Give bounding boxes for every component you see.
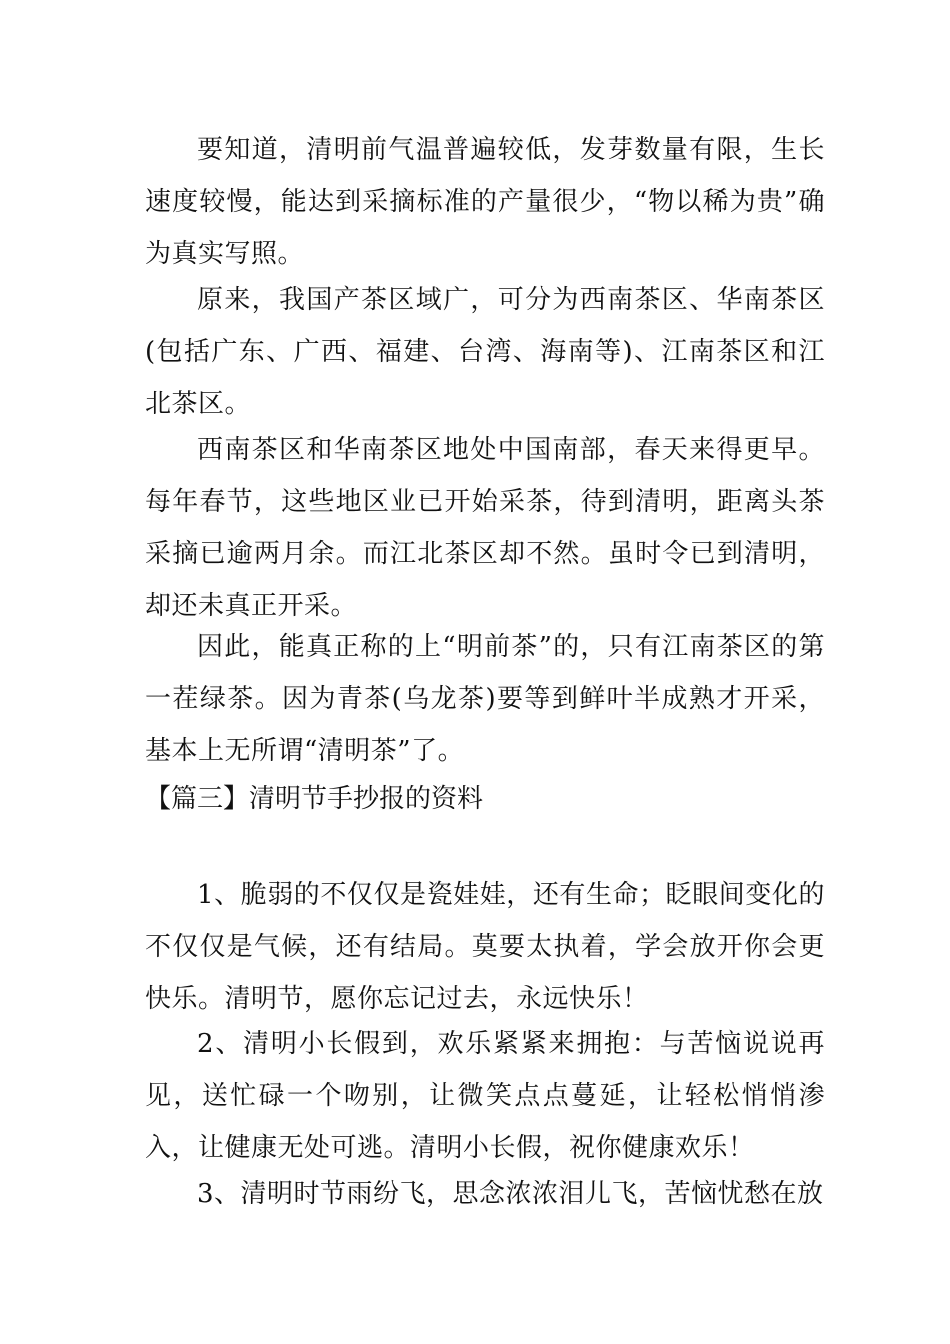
section-paragraph-2: 2、清明小长假到，欢乐紧紧来拥抱：与苦恼说说再见，送忙碌一个吻别，让微笑点点蔓延，让轻松悄悄渗入，让健康无处可逃。清明小长假，祝你健康欢乐！ bbox=[145, 1029, 825, 1163]
paragraph-3: 西南茶区和华南茶区地处中国南部，春天来得更早。每年春节，这些地区业已开始采茶，待到清明，距离头茶采摘已逾两月余。而江北茶区却不然。虽时令已到清明，却还未真正开采。 bbox=[145, 435, 825, 621]
section-heading: 【篇三】清明节手抄报的资料 bbox=[145, 784, 484, 814]
paragraph-4: 因此，能真正称的上“明前茶”的，只有江南茶区的第一茬绿茶。因为青茶(乌龙茶)要等到鲜叶半成熟才开采，基本上无所谓“清明茶”了。 bbox=[145, 632, 825, 766]
section-paragraph-3: 3、清明时节雨纷飞，思念浓浓泪儿飞，苦恼忧愁在放 bbox=[197, 1179, 824, 1209]
paragraph-1: 要知道，清明前气温普遍较低，发芽数量有限，生长速度较慢，能达到采摘标准的产量很少，“物以稀为贵”确为真实写照。 bbox=[145, 135, 825, 269]
paragraph-2: 原来，我国产茶区域广，可分为西南茶区、华南茶区(包括广东、广西、福建、台湾、海南等)、江南茶区和江北茶区。 bbox=[145, 285, 825, 419]
section-paragraph-1: 1、脆弱的不仅仅是瓷娃娃，还有生命；眨眼间变化的不仅仅是气候，还有结局。莫要太执着，学会放开你会更快乐。清明节，愿你忘记过去，永远快乐！ bbox=[145, 880, 825, 1014]
